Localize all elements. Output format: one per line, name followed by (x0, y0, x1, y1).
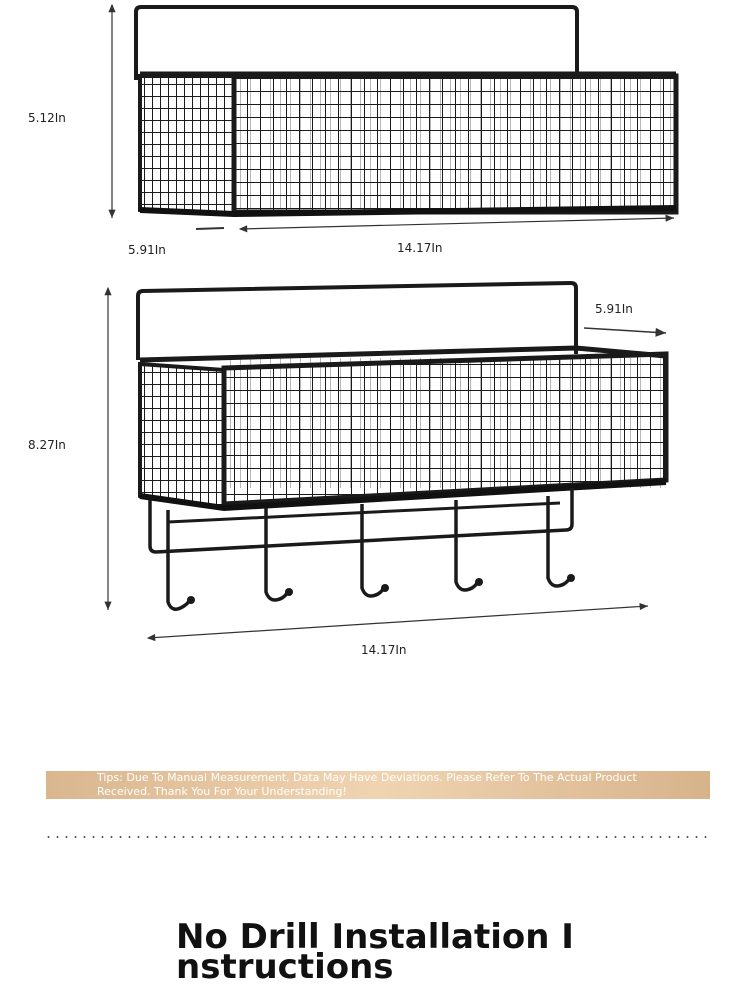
basket-depth-label: 5.91In (128, 243, 166, 257)
basket-with-hooks-product (138, 283, 666, 609)
hook (168, 510, 195, 609)
basket-with-hooks-width-label: 14.17In (361, 643, 407, 657)
tips-text: Tips: Due To Manual Measurement, Data May Have Deviations. Please Refer To The Actual Product Received. Thank You For Your Understanding! (97, 771, 637, 798)
basket-product (136, 7, 676, 214)
basket-with-hooks-height-label: 8.27In (28, 438, 66, 452)
tips-banner (46, 771, 710, 799)
hook (266, 508, 293, 600)
basket-with-hooks-depth-label: 5.91In (595, 302, 633, 316)
hook (456, 500, 483, 590)
section-heading: No Drill Installation Instructions (176, 917, 574, 987)
basket-height-label: 5.12In (28, 111, 66, 125)
dotted-divider (44, 836, 708, 838)
basket-width-label: 14.17In (397, 241, 443, 255)
hook (362, 504, 389, 596)
